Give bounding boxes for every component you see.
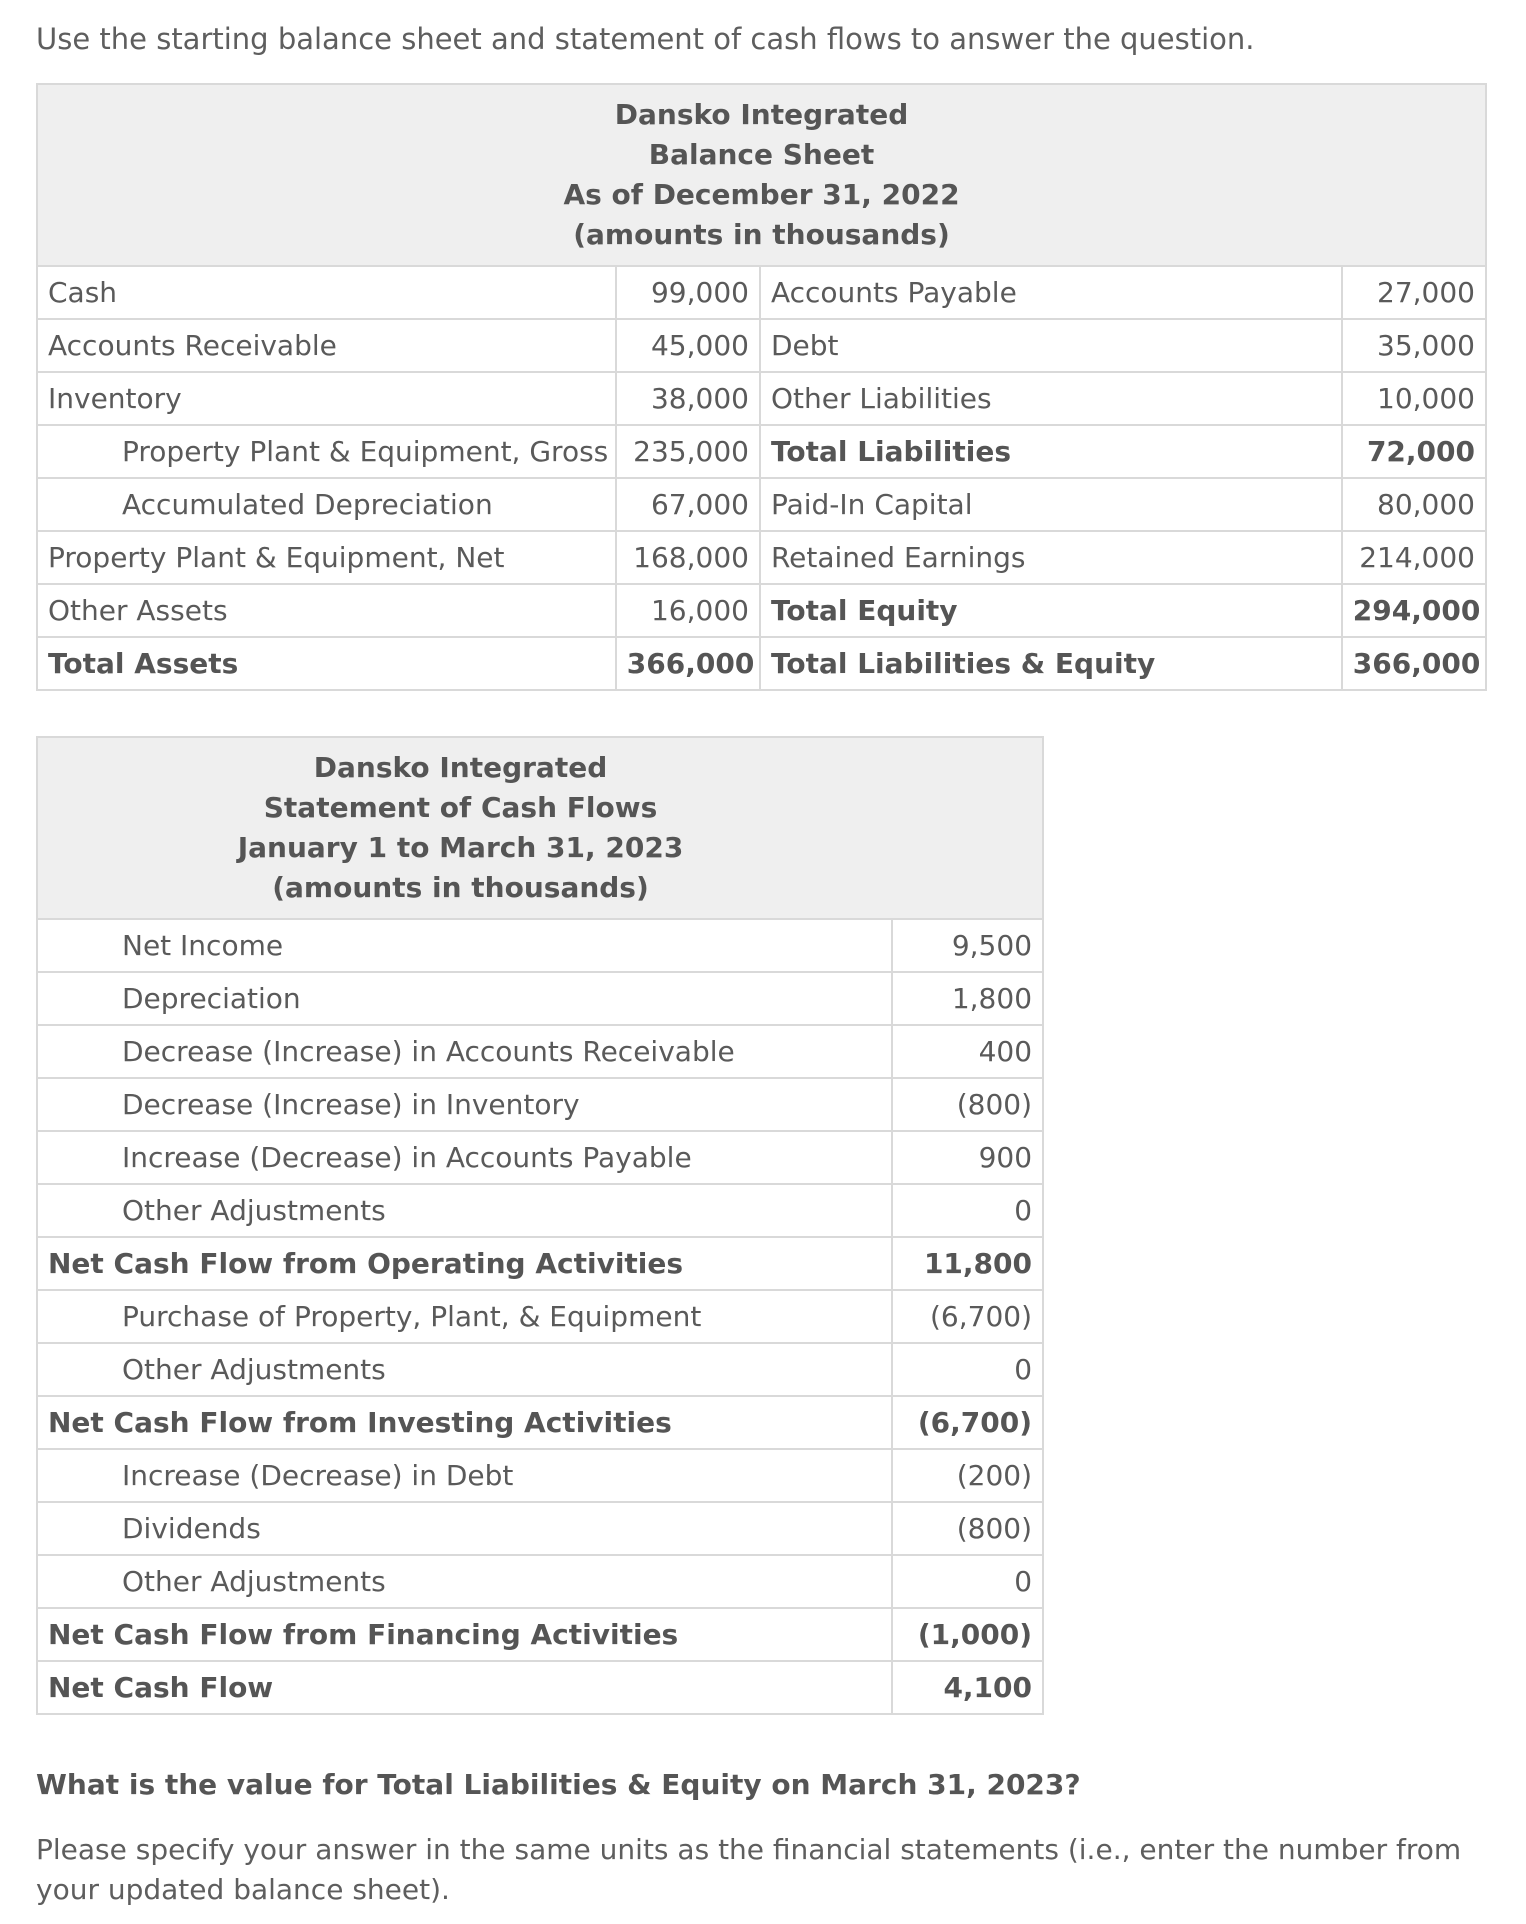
cash-flow-period: January 1 to March 31, 2023: [237, 831, 684, 864]
cash-flow-label: Net Cash Flow from Investing Activities: [37, 1396, 892, 1449]
instruction-text: Please specify your answer in the same units as the financial statements (i.e., enter the number from your updated balance sheet).: [36, 1833, 1462, 1906]
asset-label: Property Plant & Equipment, Gross: [37, 425, 616, 478]
asset-label: Other Assets: [37, 584, 616, 637]
cash-flow-label: Depreciation: [37, 972, 892, 1025]
cash-flow-value: (800): [892, 1078, 1043, 1131]
liability-value: 27,000: [1342, 266, 1486, 319]
asset-label: Cash: [37, 266, 616, 319]
liability-label: Retained Earnings: [760, 531, 1342, 584]
asset-value: 67,000: [616, 478, 760, 531]
cash-flow-value: 400: [892, 1025, 1043, 1078]
cash-flow-label: Net Cash Flow from Operating Activities: [37, 1237, 892, 1290]
table-row: [37, 1237, 1043, 1290]
asset-label: Inventory: [37, 372, 616, 425]
cash-flow-value: 9,500: [892, 919, 1043, 972]
balance-sheet-units: (amounts in thousands): [573, 218, 950, 251]
cash-flow-value: 0: [892, 1343, 1043, 1396]
table-row: [37, 584, 1486, 637]
liability-label: Other Liabilities: [760, 372, 1342, 425]
cash-flow-label: Other Adjustments: [37, 1184, 892, 1237]
asset-value: 45,000: [616, 319, 760, 372]
asset-label: Accumulated Depreciation: [37, 478, 616, 531]
cash-flow-label: Other Adjustments: [37, 1555, 892, 1608]
asset-label: Accounts Receivable: [37, 319, 616, 372]
liability-value: 35,000: [1342, 319, 1486, 372]
intro-text: Use the starting balance sheet and statement of cash flows to answer the question.: [36, 22, 1255, 56]
asset-label: Property Plant & Equipment, Net: [37, 531, 616, 584]
cash-flow-label: Net Income: [37, 919, 892, 972]
cash-flow-label: Decrease (Increase) in Inventory: [37, 1078, 892, 1131]
cash-flow-value: 11,800: [892, 1237, 1043, 1290]
table-row: [37, 919, 1043, 972]
table-row: [37, 372, 1486, 425]
table-row: [37, 1078, 1043, 1131]
cash-flow-statement-name: Statement of Cash Flows: [263, 791, 658, 824]
table-row: [37, 1449, 1043, 1502]
table-row: [37, 319, 1486, 372]
cash-flow-label: Increase (Decrease) in Debt: [37, 1449, 892, 1502]
asset-value: 16,000: [616, 584, 760, 637]
liability-label: Total Liabilities & Equity: [760, 637, 1342, 690]
table-row: [37, 1343, 1043, 1396]
asset-value: 168,000: [616, 531, 760, 584]
liability-label: Total Liabilities: [760, 425, 1342, 478]
liability-value: 366,000: [1342, 637, 1486, 690]
cash-flow-label: Net Cash Flow: [37, 1661, 892, 1714]
cash-flow-value: (800): [892, 1502, 1043, 1555]
cash-flow-label: Purchase of Property, Plant, & Equipment: [37, 1290, 892, 1343]
balance-sheet-date: As of December 31, 2022: [563, 178, 960, 211]
asset-value: 99,000: [616, 266, 760, 319]
cash-flow-units: (amounts in thousands): [272, 871, 649, 904]
liability-value: 72,000: [1342, 425, 1486, 478]
asset-label: Total Assets: [37, 637, 616, 690]
table-row: [37, 478, 1486, 531]
cash-flow-value: 900: [892, 1131, 1043, 1184]
cash-flow-value: (6,700): [892, 1396, 1043, 1449]
asset-value: 38,000: [616, 372, 760, 425]
table-row: [37, 1661, 1043, 1714]
cash-flow-value: (6,700): [892, 1290, 1043, 1343]
cash-flow-label: Net Cash Flow from Financing Activities: [37, 1608, 892, 1661]
cash-flow-value: 0: [892, 1555, 1043, 1608]
table-row: [37, 1555, 1043, 1608]
table-row: [37, 266, 1486, 319]
cash-flow-label: Other Adjustments: [37, 1343, 892, 1396]
table-row: [37, 425, 1486, 478]
table-row: [37, 1502, 1043, 1555]
table-row: [37, 972, 1043, 1025]
cash-flow-label: Decrease (Increase) in Accounts Receivable: [37, 1025, 892, 1078]
cash-flow-value: 0: [892, 1184, 1043, 1237]
question-text: What is the value for Total Liabilities & Equity on March 31, 2023?: [36, 1768, 1081, 1801]
table-row: [37, 1131, 1043, 1184]
balance-sheet-header: [37, 84, 1486, 266]
liability-value: 80,000: [1342, 478, 1486, 531]
liability-label: Paid-In Capital: [760, 478, 1342, 531]
liability-label: Debt: [760, 319, 1342, 372]
cash-flow-value: 4,100: [892, 1661, 1043, 1714]
balance-sheet-company: Dansko Integrated: [614, 98, 909, 131]
table-row: [37, 1396, 1043, 1449]
balance-sheet-statement-name: Balance Sheet: [648, 138, 875, 171]
cash-flow-label: Increase (Decrease) in Accounts Payable: [37, 1131, 892, 1184]
cash-flow-value: (1,000): [892, 1608, 1043, 1661]
cash-flow-header: [37, 737, 1043, 919]
cash-flow-company: Dansko Integrated: [313, 751, 608, 784]
cash-flow-table: [36, 736, 1044, 1715]
cash-flow-label: Dividends: [37, 1502, 892, 1555]
balance-sheet-table: [36, 83, 1487, 691]
table-row: [37, 1025, 1043, 1078]
table-row: [37, 1290, 1043, 1343]
liability-value: 294,000: [1342, 584, 1486, 637]
table-row: [37, 531, 1486, 584]
liability-label: Total Equity: [760, 584, 1342, 637]
asset-value: 235,000: [616, 425, 760, 478]
cash-flow-value: (200): [892, 1449, 1043, 1502]
liability-value: 214,000: [1342, 531, 1486, 584]
asset-value: 366,000: [616, 637, 760, 690]
liability-value: 10,000: [1342, 372, 1486, 425]
cash-flow-value: 1,800: [892, 972, 1043, 1025]
liability-label: Accounts Payable: [760, 266, 1342, 319]
table-row: [37, 1184, 1043, 1237]
table-row: [37, 1608, 1043, 1661]
table-row: [37, 637, 1486, 690]
